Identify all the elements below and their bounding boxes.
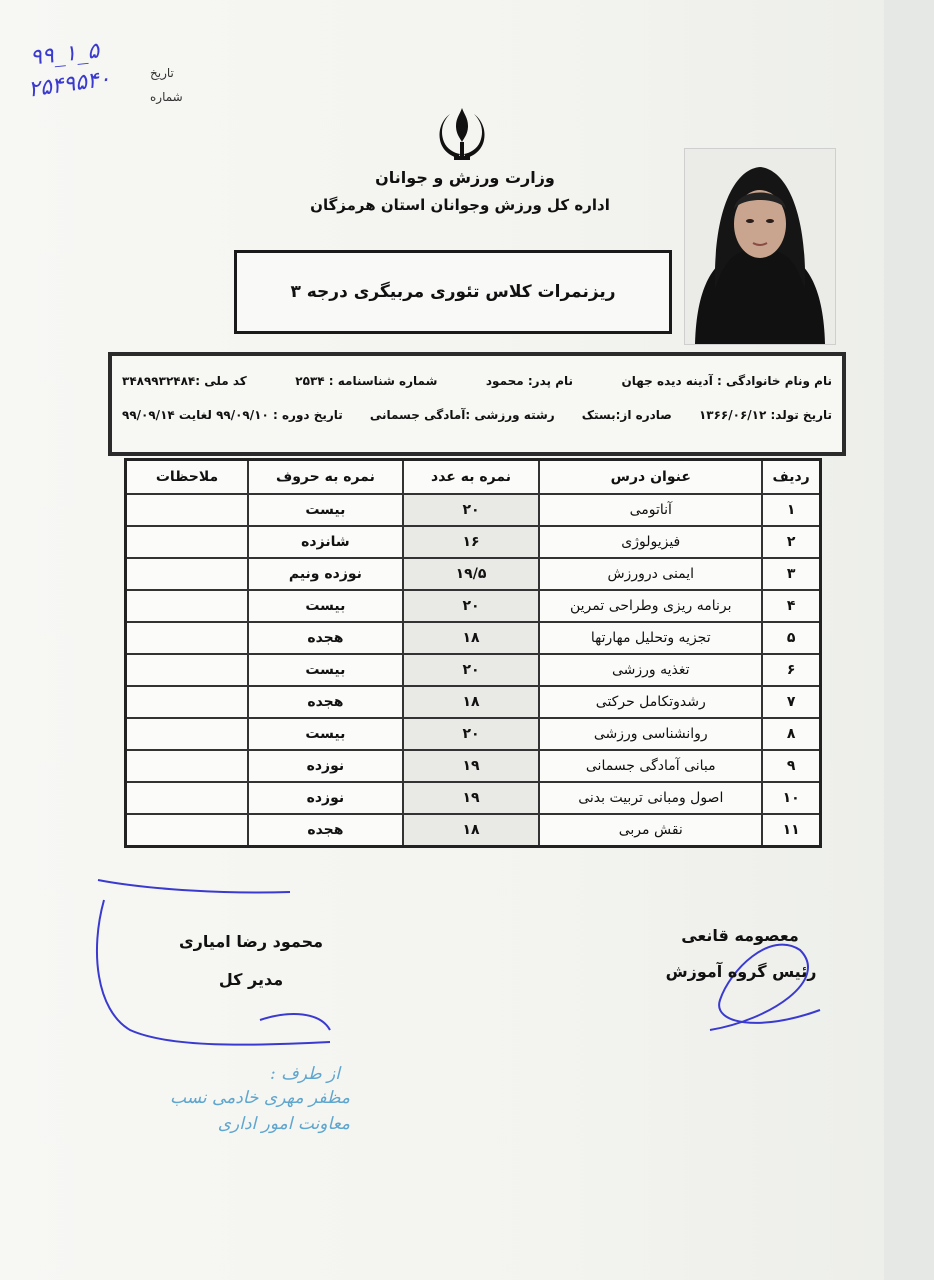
- table-header-row: [126, 460, 821, 495]
- score-words: نوزده: [248, 750, 403, 782]
- applicant-photo: [684, 148, 836, 345]
- score-number: ۱۸: [403, 814, 540, 847]
- issue-place: صادره از:بستک: [581, 408, 672, 422]
- row-number: ۱۰: [762, 782, 820, 814]
- row-number: ۱: [762, 494, 820, 526]
- stamp-line-3: معاونت امور اداری: [217, 1114, 350, 1134]
- score-number: ۲۰: [403, 654, 540, 686]
- score-words: هجده: [248, 814, 403, 847]
- head-title: رئیس گروه آموزش: [665, 962, 817, 981]
- course-title: رشدوتکامل حرکتی: [539, 686, 762, 718]
- info-row-1: [122, 374, 832, 388]
- table-row: [126, 750, 821, 782]
- score-words: هجده: [248, 686, 403, 718]
- table-row: [126, 814, 821, 847]
- course-title: اصول ومبانی تربیت بدنی: [539, 782, 762, 814]
- table-row: [126, 590, 821, 622]
- notes-cell: [126, 622, 249, 654]
- handwritten-date: ۹۹_۱_۵: [28, 38, 101, 71]
- id-number: شماره شناسنامه : ۲۵۳۴: [295, 374, 438, 388]
- score-words: بیست: [248, 494, 403, 526]
- table-row: [126, 494, 821, 526]
- table-row: [126, 526, 821, 558]
- header-score-words: نمره به حروف: [248, 460, 403, 495]
- row-number: ۳: [762, 558, 820, 590]
- header-score-number: نمره به عدد: [403, 460, 540, 495]
- table-row: [126, 718, 821, 750]
- row-number: ۶: [762, 654, 820, 686]
- header-row-number: ردیف: [762, 460, 820, 495]
- course-title: تغذیه ورزشی: [539, 654, 762, 686]
- ministry-name: وزارت ورزش و جوانان: [375, 168, 555, 187]
- stamp-line-2: مظفر مهری خادمی نسب: [170, 1088, 350, 1108]
- score-words: نوزده ونیم: [248, 558, 403, 590]
- father-name: نام پدر: محمود: [485, 374, 574, 388]
- header-notes: ملاحظات: [126, 460, 249, 495]
- personal-info-box: [108, 352, 846, 456]
- row-number: ۹: [762, 750, 820, 782]
- grades-table: [124, 458, 822, 848]
- notes-cell: [126, 718, 249, 750]
- signature-scribble-left: [90, 870, 350, 1060]
- office-name: اداره کل ورزش وجوانان استان هرمزگان: [310, 196, 610, 214]
- birth-date: تاریخ تولد: ۱۳۶۶/۰۶/۱۲: [698, 408, 832, 422]
- score-number: ۱۹: [403, 782, 540, 814]
- row-number: ۲: [762, 526, 820, 558]
- row-number: ۵: [762, 622, 820, 654]
- notes-cell: [126, 494, 249, 526]
- score-words: بیست: [248, 718, 403, 750]
- score-words: هجده: [248, 622, 403, 654]
- header-course-title: عنوان درس: [539, 460, 762, 495]
- stamp-line-1: از طرف :: [269, 1064, 340, 1084]
- iran-emblem-icon: [432, 104, 492, 164]
- director-name: محمود رضا امیاری: [178, 932, 324, 951]
- national-code: کد ملی :۳۴۸۹۹۳۲۴۸۴: [122, 374, 247, 388]
- score-number: ۱۸: [403, 622, 540, 654]
- notes-cell: [126, 526, 249, 558]
- date-label: تاریخ: [150, 66, 174, 80]
- notes-cell: [126, 750, 249, 782]
- course-title: نقش مربی: [539, 814, 762, 847]
- score-words: بیست: [248, 590, 403, 622]
- table-row: [126, 622, 821, 654]
- head-name: معصومه قانعی: [681, 926, 799, 945]
- score-number: ۱۹/۵: [403, 558, 540, 590]
- notes-cell: [126, 558, 249, 590]
- score-number: ۲۰: [403, 590, 540, 622]
- table-row: [126, 558, 821, 590]
- sport-discipline: رشته ورزشی :آمادگی جسمانی: [369, 408, 555, 422]
- notes-cell: [126, 814, 249, 847]
- course-title: روانشناسی ورزشی: [539, 718, 762, 750]
- info-row-2: [122, 408, 832, 422]
- score-number: ۱۹: [403, 750, 540, 782]
- full-name: نام ونام خانوادگی : آدینه دیده جهان: [621, 374, 832, 388]
- row-number: ۴: [762, 590, 820, 622]
- number-label: شماره: [150, 90, 183, 104]
- course-title: مبانی آمادگی جسمانی: [539, 750, 762, 782]
- row-number: ۱۱: [762, 814, 820, 847]
- page-edge: [884, 0, 934, 1280]
- score-words: نوزده: [248, 782, 403, 814]
- score-number: ۱۸: [403, 686, 540, 718]
- course-period: تاریخ دوره : ۹۹/۰۹/۱۰ لغایت ۹۹/۰۹/۱۴: [122, 408, 343, 422]
- notes-cell: [126, 590, 249, 622]
- table-row: [126, 782, 821, 814]
- score-number: ۲۰: [403, 494, 540, 526]
- table-row: [126, 686, 821, 718]
- course-title: تجزیه وتحلیل مهارتها: [539, 622, 762, 654]
- score-words: بیست: [248, 654, 403, 686]
- course-title: برنامه ریزی وطراحی تمرین: [539, 590, 762, 622]
- notes-cell: [126, 782, 249, 814]
- score-words: شانزده: [248, 526, 403, 558]
- document-title: ریزنمرات کلاس تئوری مربیگری درجه ۳: [234, 250, 672, 334]
- table-row: [126, 654, 821, 686]
- course-title: فیزیولوژی: [539, 526, 762, 558]
- score-number: ۱۶: [403, 526, 540, 558]
- course-title: آناتومی: [539, 494, 762, 526]
- row-number: ۷: [762, 686, 820, 718]
- director-title: مدیر کل: [218, 970, 284, 989]
- notes-cell: [126, 654, 249, 686]
- row-number: ۸: [762, 718, 820, 750]
- course-title: ایمنی درورزش: [539, 558, 762, 590]
- notes-cell: [126, 686, 249, 718]
- handwritten-number: ۲۵۴۹۵۴۰: [26, 66, 113, 103]
- score-number: ۲۰: [403, 718, 540, 750]
